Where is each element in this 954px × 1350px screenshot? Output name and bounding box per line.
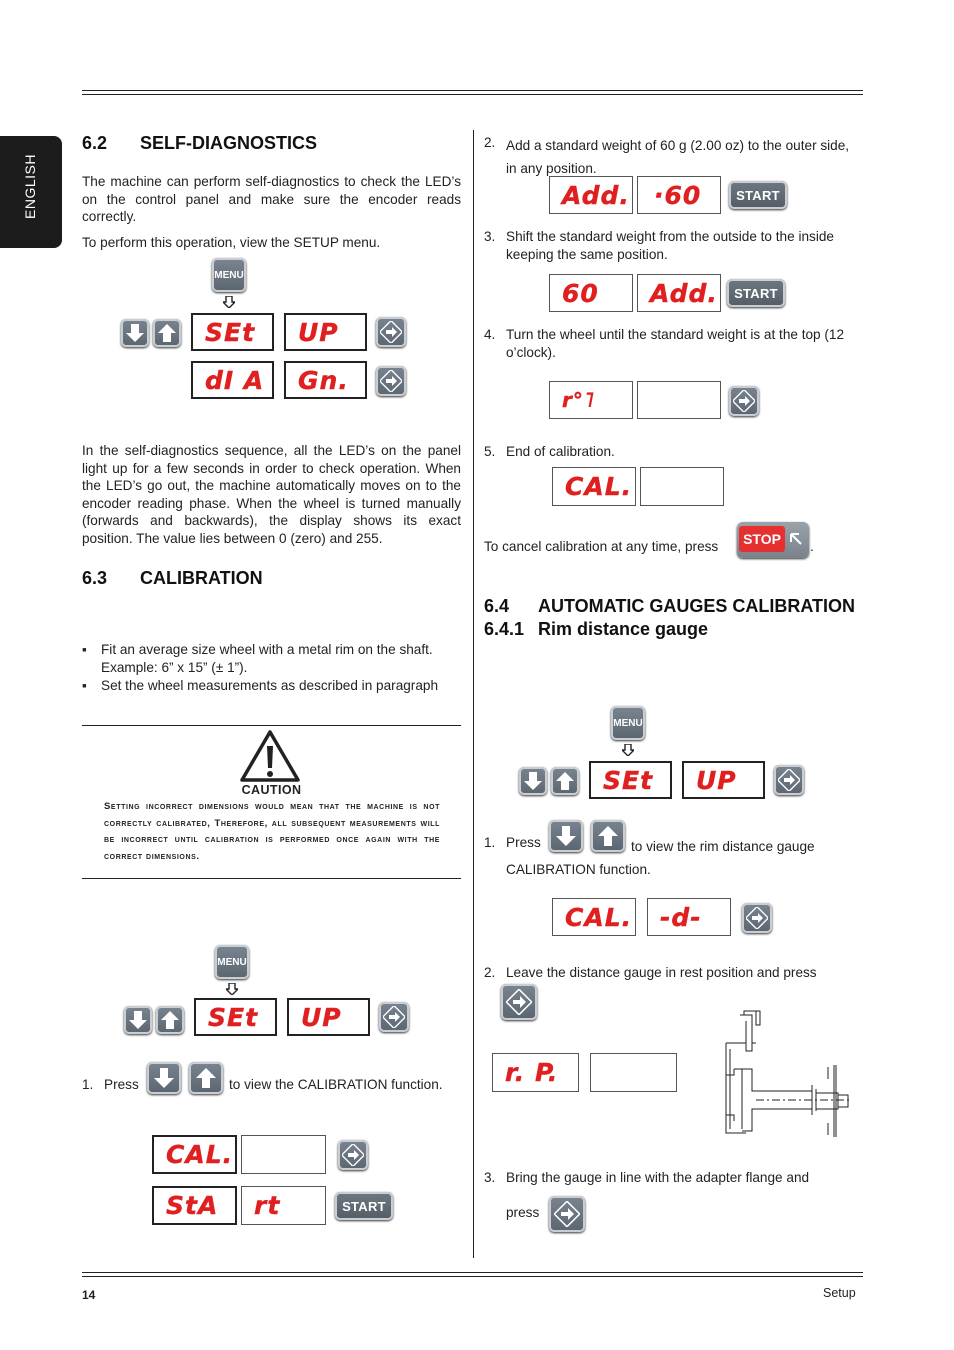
step-item: 4. Turn the wheel until the standard weight is at the top (12 o’clock). <box>484 327 845 360</box>
step-number: 1. <box>484 835 496 850</box>
arrow-down-icon <box>154 1068 174 1088</box>
arrow-up-button[interactable] <box>153 319 181 347</box>
bullet-item: ▪ Fit an average size wheel with a metal rim on the shaft. Example: 6” x 15” (± 1”). <box>82 642 433 675</box>
display-right: UP <box>287 998 370 1036</box>
display-left: r°˥ <box>549 381 633 419</box>
footer-rule <box>82 1276 863 1277</box>
menu-button[interactable]: MENU <box>212 258 246 292</box>
arrow-down-button[interactable] <box>124 1006 152 1034</box>
step-text: Press <box>104 1077 139 1092</box>
enter-arrow-icon <box>380 321 402 343</box>
enter-button[interactable] <box>742 903 772 933</box>
step-text: Press <box>506 835 541 850</box>
display-left: StA <box>152 1186 237 1225</box>
step-text: press <box>506 1205 540 1220</box>
arrow-down-button[interactable] <box>147 1062 181 1094</box>
arrow-down-icon <box>126 324 144 342</box>
enter-arrow-icon <box>380 370 402 392</box>
section-6-3-heading: 6.3 CALIBRATION <box>82 568 263 588</box>
paragraph: In the self-diagnostics sequence, all the LED’s on the panel light up for a few seconds in order to check operation. When the LED’s go out, the machine automatically moves on to the encoder reading phase. When the wheel is turned manually (forwards and backwards), the display shows its exact position. The value lies between 0 (zero) and 255. <box>82 443 461 546</box>
paragraph: To perform this operation, view the SETUP menu. <box>82 235 381 250</box>
arrow-down-icon <box>129 1011 147 1029</box>
enter-button[interactable] <box>376 317 406 347</box>
display-right-blank <box>241 1135 326 1174</box>
caution-text: Setting incorrect dimensions would mean that the machine is not correctly calibrated, Therefore, all subsequent measurements will be incorrect until calibration is performed once again with the correct dimensions. <box>104 801 440 862</box>
paragraph: The machine can perform self-diagnostics to check the LED’s on the control panel and make sure the encoder reads correctly. <box>82 174 461 224</box>
enter-button[interactable] <box>729 386 759 416</box>
gauge-flange-illustration <box>716 1005 856 1140</box>
step-text: to view the rim distance gauge CALIBRATION function. <box>506 839 815 877</box>
column-divider <box>473 130 474 1258</box>
header-rule <box>82 94 863 95</box>
arrow-up-button[interactable] <box>156 1006 184 1034</box>
enter-button[interactable] <box>774 765 804 795</box>
step-number: 1. <box>82 1077 94 1092</box>
display-left: SEt <box>191 313 274 351</box>
display-right: ·60 <box>637 176 721 214</box>
display-left: SEt <box>589 761 672 799</box>
cancel-text: To cancel calibration at any time, press <box>484 539 719 554</box>
arrow-down-icon <box>226 983 238 995</box>
enter-arrow-icon <box>342 1144 364 1166</box>
display-right: Add. <box>637 274 721 312</box>
display-right: rt <box>241 1186 326 1225</box>
stop-button[interactable]: STOP <box>737 522 809 558</box>
language-tab-label: ENGLISH <box>22 154 38 219</box>
start-button[interactable]: START <box>729 181 787 209</box>
display-left: CAL. <box>152 1135 237 1174</box>
language-tab <box>0 136 62 248</box>
step-item: 2. Add a standard weight of 60 g (2.00 oz) to the outer side, in any position. <box>484 135 850 176</box>
footer-rule <box>82 1272 863 1273</box>
section-6-4-heading: 6.4 AUTOMATIC GAUGES CALIBRATION <box>484 596 855 616</box>
step-item: 2. Leave the distance gauge in rest position and press <box>484 965 817 980</box>
caution-title: CAUTION <box>241 783 302 797</box>
arrow-down-icon <box>223 296 235 308</box>
arrow-up-button[interactable] <box>551 767 579 795</box>
arrow-down-icon <box>622 744 634 756</box>
step-item: 5. End of calibration. <box>484 444 615 459</box>
warning-icon <box>240 730 300 782</box>
arrow-down-button[interactable] <box>121 319 149 347</box>
display-left: CAL. <box>552 467 636 506</box>
enter-arrow-icon <box>746 907 768 929</box>
arrow-up-icon <box>158 324 176 342</box>
display-right-blank <box>637 381 721 419</box>
footer-section: Setup <box>823 1286 856 1300</box>
display-right: Gn. <box>284 361 367 399</box>
enter-arrow-icon <box>506 989 532 1015</box>
enter-arrow-icon <box>383 1006 405 1028</box>
display-right-blank <box>640 467 724 506</box>
step-item: 3. Bring the gauge in line with the adapter flange and <box>484 1170 810 1185</box>
enter-button[interactable] <box>549 1196 585 1232</box>
menu-button[interactable]: MENU <box>215 945 249 979</box>
start-button[interactable]: START <box>727 279 785 307</box>
arrow-down-button[interactable] <box>519 767 547 795</box>
display-left: SEt <box>194 998 277 1036</box>
escape-arrow-icon <box>789 532 803 546</box>
enter-button[interactable] <box>379 1002 409 1032</box>
arrow-up-button[interactable] <box>189 1062 223 1094</box>
display-left: r. P. <box>492 1053 579 1092</box>
display-right: UP <box>284 313 367 351</box>
display-right: UP <box>682 761 765 799</box>
arrow-up-icon <box>556 772 574 790</box>
enter-arrow-icon <box>554 1201 580 1227</box>
display-right-blank <box>590 1053 677 1092</box>
display-left: 60 <box>549 274 633 312</box>
enter-arrow-icon <box>778 769 800 791</box>
arrow-down-icon <box>524 772 542 790</box>
enter-button[interactable] <box>338 1140 368 1170</box>
start-button[interactable]: START <box>335 1192 393 1220</box>
caution-box <box>82 725 461 879</box>
display-right: -d- <box>647 898 731 936</box>
step-item: 3. Shift the standard weight from the outside to the inside keeping the same position. <box>484 229 834 262</box>
enter-arrow-icon <box>733 390 755 412</box>
header-rule <box>82 90 863 91</box>
bullet-item: ▪ Set the wheel measurements as described in paragraph <box>82 678 439 693</box>
arrow-up-icon <box>161 1011 179 1029</box>
display-left: dI A <box>191 361 274 399</box>
display-left: CAL. <box>552 898 636 936</box>
step-text: to view the CALIBRATION function. <box>229 1077 443 1092</box>
display-left: Add. <box>549 176 633 214</box>
arrow-up-icon <box>196 1068 216 1088</box>
menu-button[interactable]: MENU <box>611 706 645 740</box>
section-6-2-heading: 6.2 SELF-DIAGNOSTICS <box>82 133 318 153</box>
section-6-4-1-heading: 6.4.1 Rim distance gauge <box>484 619 709 639</box>
enter-button[interactable] <box>501 984 537 1020</box>
enter-button[interactable] <box>376 366 406 396</box>
page-number: 14 <box>82 1288 96 1302</box>
